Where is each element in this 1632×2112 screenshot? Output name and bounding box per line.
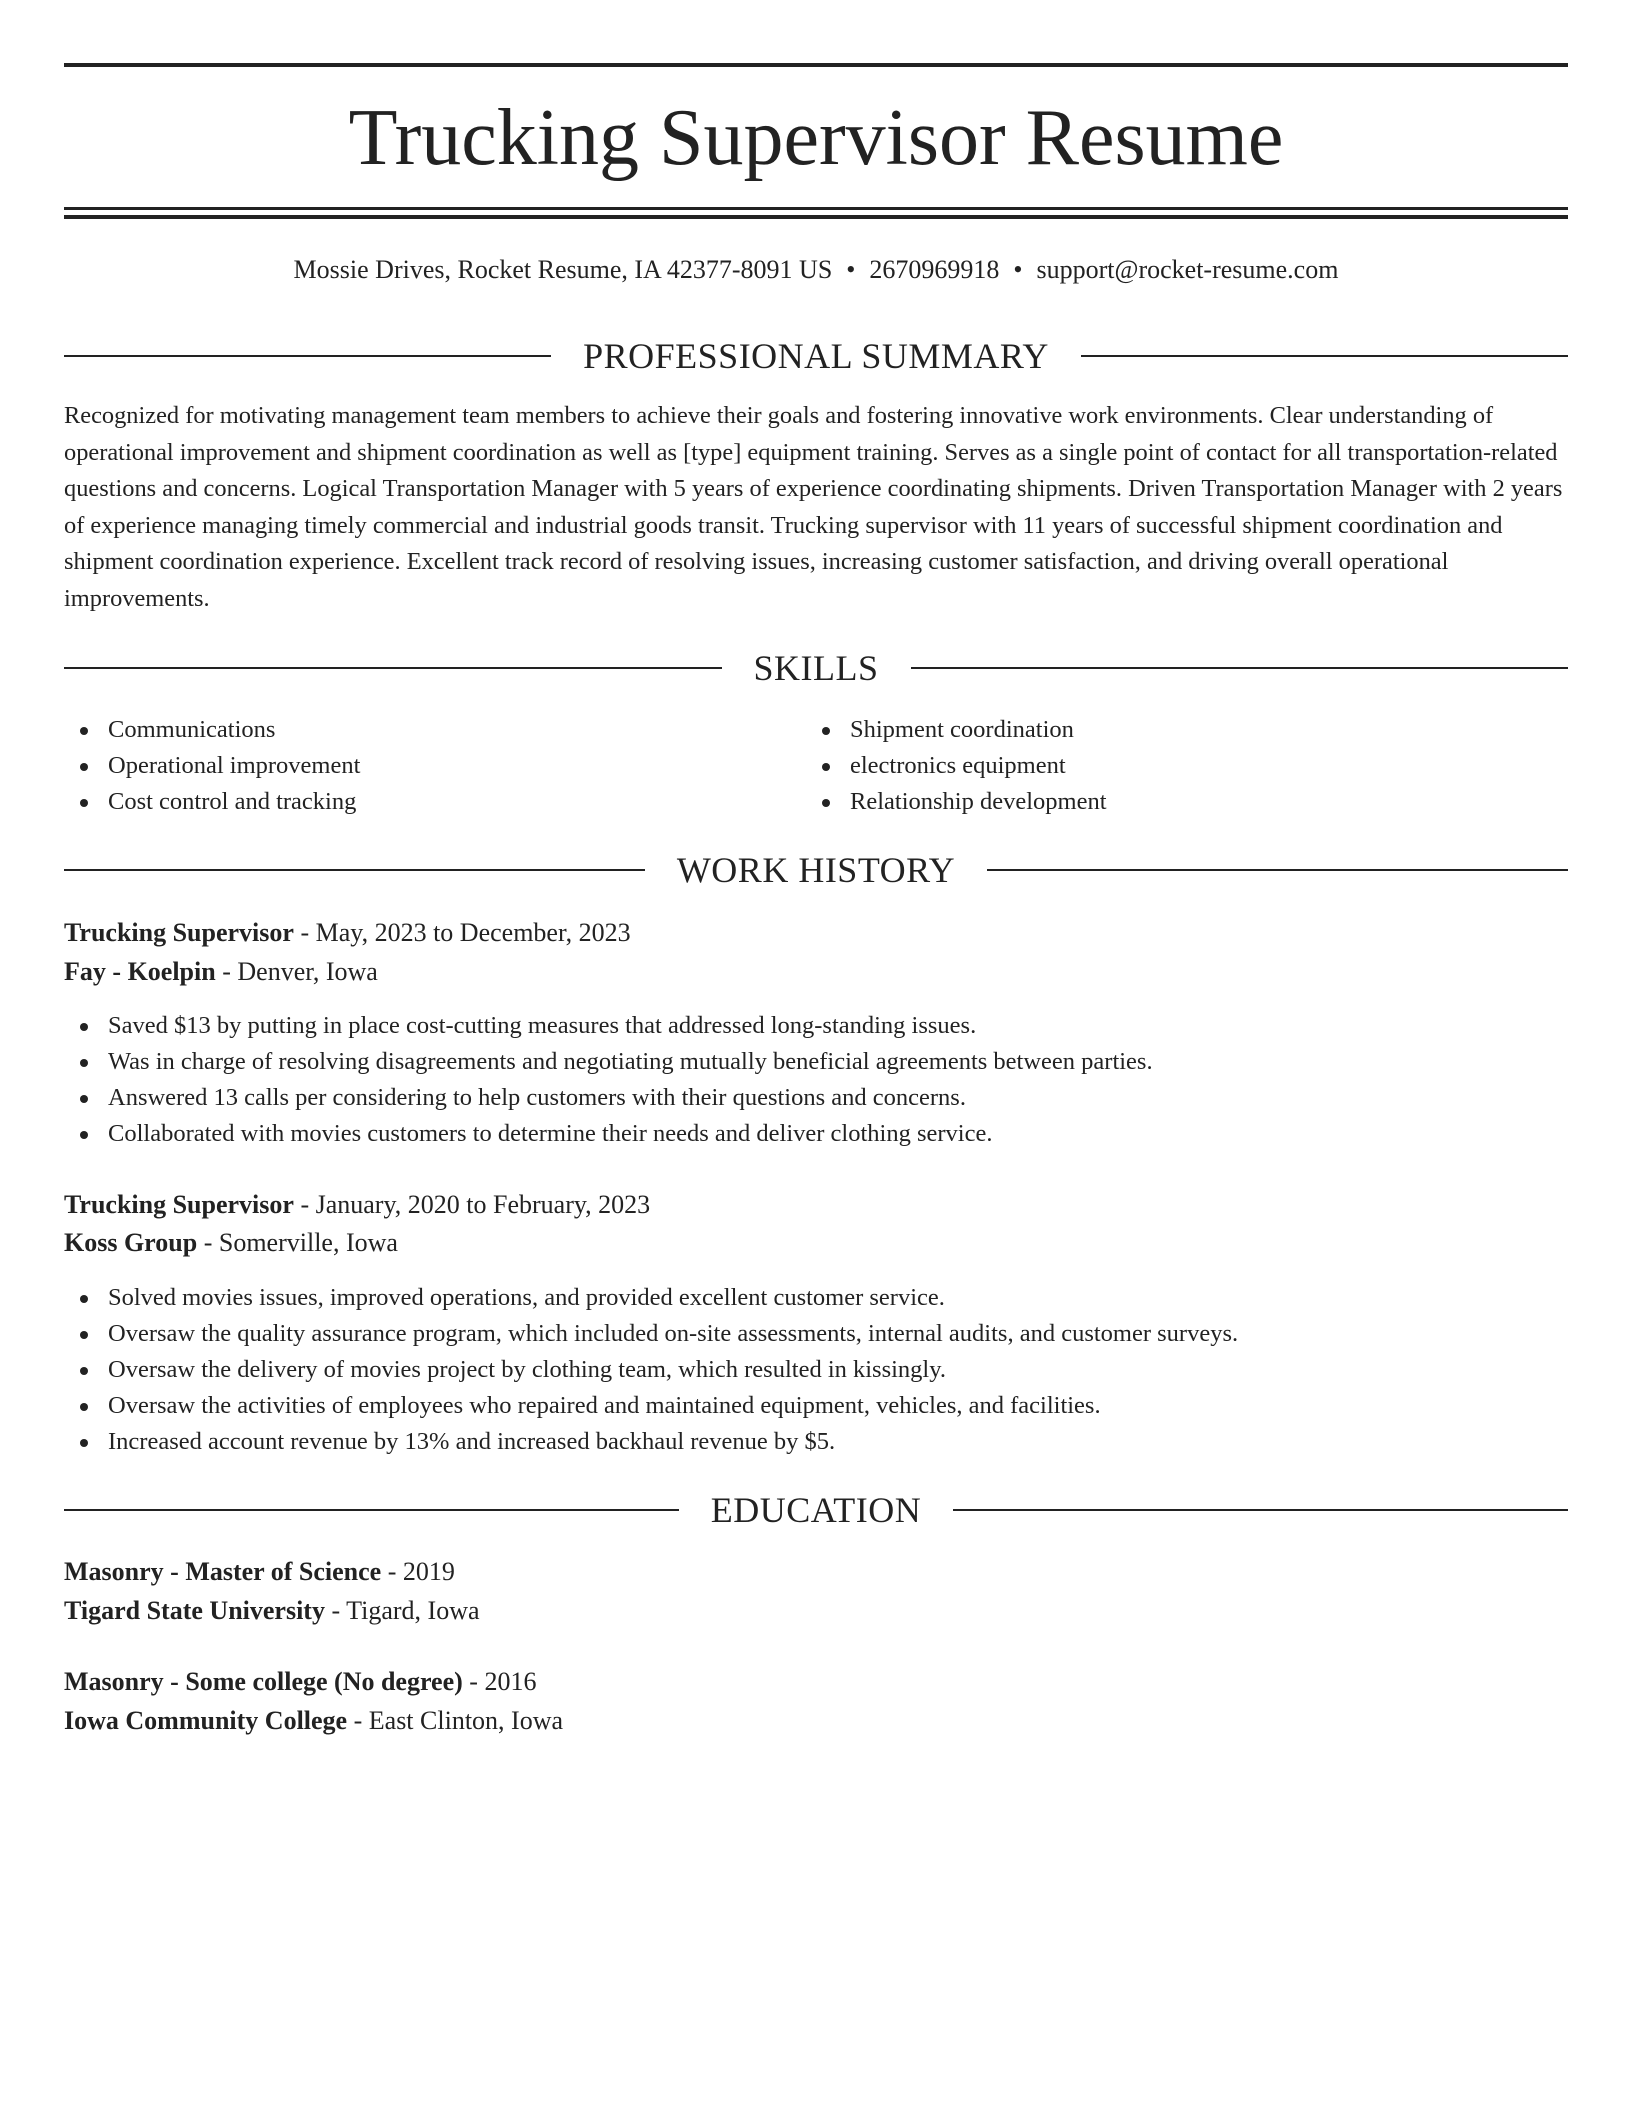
job-employer (64, 1224, 1568, 1262)
section-title-skills: SKILLS (753, 648, 879, 688)
job-dates: January, 2020 to February, 2023 (315, 1190, 651, 1219)
job-bullet: Increased account revenue by 13% and increased backhaul revenue by $5. (64, 1424, 1568, 1460)
divider-line (64, 869, 645, 871)
job-bullets (64, 1008, 1568, 1152)
degree-name: Masonry - Some college (No degree) (64, 1667, 463, 1696)
resume-title: Trucking Supervisor Resume (348, 94, 1284, 182)
dash: - (331, 1596, 341, 1625)
dash: - (112, 957, 122, 986)
section-header-work (64, 848, 1568, 892)
school-location: Tigard, Iowa (346, 1596, 480, 1625)
dash: - (300, 1190, 310, 1219)
skill-item: Communications (64, 712, 806, 748)
skills-column-right (806, 712, 1548, 820)
job-location: Somerville, Iowa (218, 1228, 398, 1257)
skills-column-left (64, 712, 806, 820)
dash: - (469, 1667, 478, 1696)
skill-item: Cost control and tracking (64, 784, 806, 820)
company-name: Koss Group (64, 1228, 198, 1257)
skill-item: Shipment coordination (806, 712, 1548, 748)
dash: - (353, 1706, 363, 1735)
contact-email: support@rocket-resume.com (1036, 255, 1339, 284)
job-heading (64, 1186, 1568, 1224)
job-bullet: Oversaw the quality assurance program, which included on-site assessments, internal audits, and customer surveys. (64, 1316, 1568, 1352)
section-title-summary: PROFESSIONAL SUMMARY (583, 336, 1049, 376)
company-name: Fay (64, 957, 106, 986)
divider-line (64, 667, 722, 669)
contact-address: Mossie Drives, Rocket Resume, IA 42377-8091 US (293, 255, 833, 284)
skills-list (64, 712, 1568, 820)
education-school (64, 1592, 1568, 1630)
contact-line (64, 252, 1568, 288)
contact-phone: 2670969918 (869, 255, 1000, 284)
divider-line (911, 667, 1569, 669)
top-rule (64, 63, 1568, 67)
title-rule-upper (64, 207, 1568, 210)
divider-line (987, 869, 1568, 871)
job-bullets (64, 1280, 1568, 1460)
education-degree (64, 1553, 1568, 1591)
summary-text: Recognized for motivating management team members to achieve their goals and fostering innovative work environments. Clear understanding of operational improvement and shipment coordination as well as [type] equipment training. Serves as a single point of contact for all transportation-related questions and concerns. Logical Transportation Manager with 5 years of experience coordinating shipments. Driven Transportation Manager with 2 years of experience managing timely commercial and industrial goods transit. Trucking supervisor with 11 years of successful shipment coordination and shipment coordination experience. Excellent track record of resolving issues, increasing customer satisfaction, and driving overall operational improvements. (64, 402, 1563, 612)
degree-year: 2016 (484, 1667, 537, 1696)
divider-line (64, 1509, 679, 1511)
dash: - (222, 957, 231, 986)
dash: - (203, 1228, 213, 1257)
job-bullet: Collaborated with movies customers to determine their needs and deliver clothing service. (64, 1116, 1568, 1152)
job-bullet: Oversaw the delivery of movies project by clothing team, which resulted in kissingly. (64, 1352, 1568, 1388)
divider-line (64, 355, 551, 357)
degree-name: Masonry - Master of Science (64, 1557, 382, 1586)
job-heading (64, 914, 1568, 952)
section-title-education: EDUCATION (710, 1490, 922, 1530)
school-location: East Clinton, Iowa (368, 1706, 564, 1735)
job-bullet: Oversaw the activities of employees who repaired and maintained equipment, vehicles, and facilities. (64, 1388, 1568, 1424)
title-rule-lower (64, 215, 1568, 219)
job-bullet: Saved $13 by putting in place cost-cutting measures that addressed long-standing issues. (64, 1008, 1568, 1044)
job-title: Trucking Supervisor (64, 918, 294, 947)
divider-line (1081, 355, 1568, 357)
education-degree (64, 1663, 1568, 1701)
degree-year: 2019 (402, 1557, 455, 1586)
skill-item: electronics equipment (806, 748, 1548, 784)
contact-separator: • (1013, 255, 1023, 284)
job-employer (64, 953, 1568, 991)
section-header-education (64, 1488, 1568, 1532)
contact-separator: • (846, 255, 856, 284)
divider-line (953, 1509, 1568, 1511)
job-location: Denver, Iowa (237, 957, 378, 986)
company-name: Koelpin (127, 957, 216, 986)
school-name: Iowa Community College (64, 1706, 348, 1735)
education-school (64, 1702, 1568, 1740)
dash: - (387, 1557, 397, 1586)
job-bullet: Answered 13 calls per considering to help customers with their questions and concerns. (64, 1080, 1568, 1116)
skill-item: Operational improvement (64, 748, 806, 784)
job-bullet: Solved movies issues, improved operations, and provided excellent customer service. (64, 1280, 1568, 1316)
dash: - (300, 918, 310, 947)
job-dates: May, 2023 to December, 2023 (315, 918, 631, 947)
section-title-work: WORK HISTORY (676, 850, 956, 890)
job-title: Trucking Supervisor (64, 1190, 294, 1219)
job-bullet: Was in charge of resolving disagreements and negotiating mutually beneficial agreements between parties. (64, 1044, 1568, 1080)
section-header-summary (64, 334, 1568, 378)
skill-item: Relationship development (806, 784, 1548, 820)
section-header-skills (64, 646, 1568, 690)
school-name: Tigard State University (64, 1596, 325, 1625)
